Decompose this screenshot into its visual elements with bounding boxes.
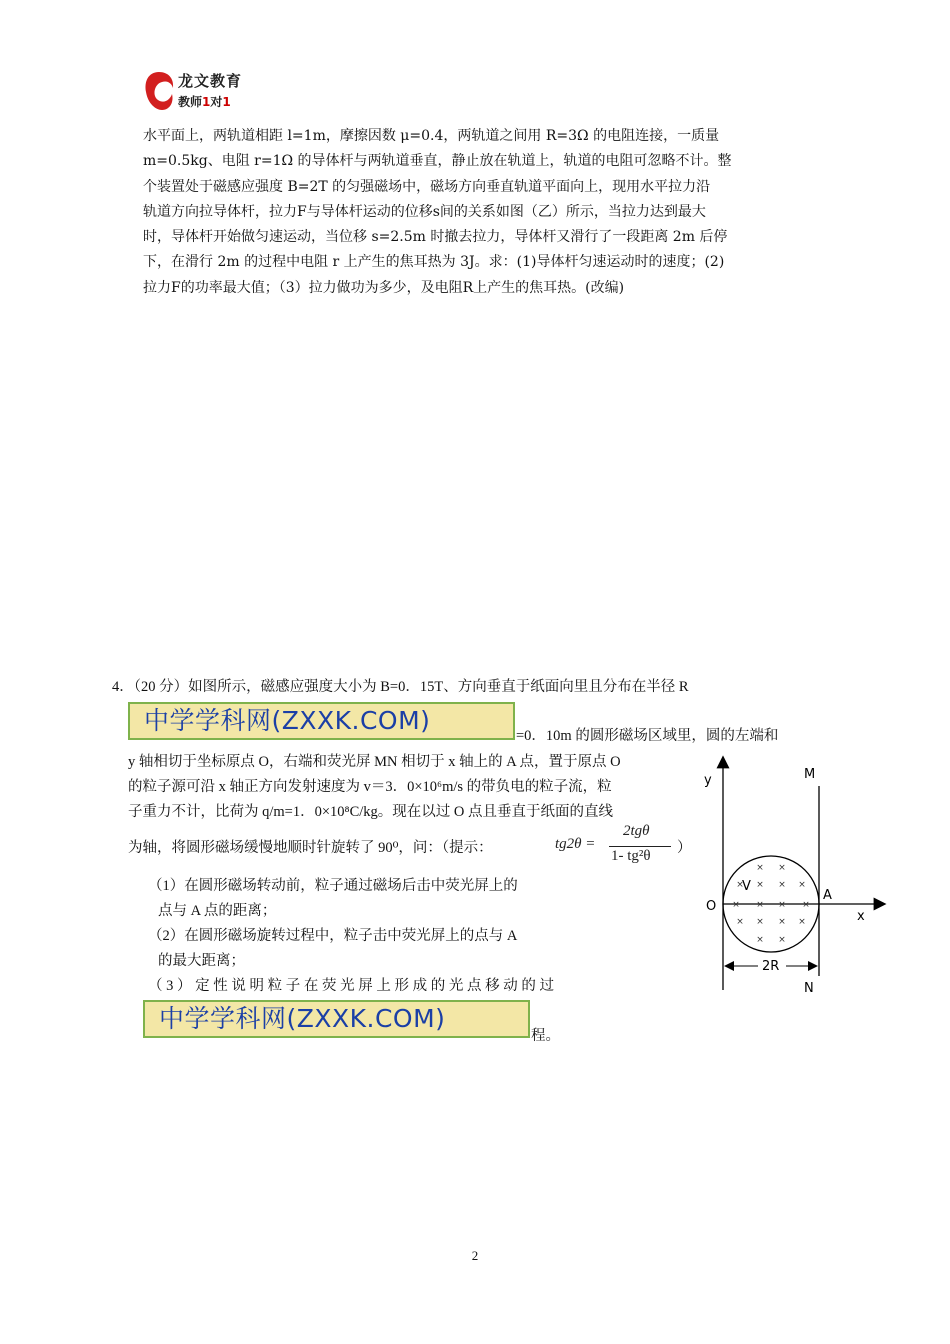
svg-text:×: × xyxy=(778,880,786,890)
svg-text:×: × xyxy=(756,863,764,873)
velocity-label: V xyxy=(742,879,751,894)
sub-question-2: （2）在圆形磁场旋转过程中，粒子击中荧光屏上的点与 A xyxy=(148,928,518,944)
svg-text:×: × xyxy=(756,917,764,927)
problem-4-line: y 轴相切于坐标原点 O，右端和荧光屏 MN 相切于 x 轴上的 A 点，置于原点 O xyxy=(128,754,621,770)
watermark-banner: 中学学科网(ZXXK.COM) xyxy=(143,1000,530,1038)
text-line: 下，在滑行 2m 的过程中电阻 r 上产生的焦耳热为 3J。求：(1)导体杆匀速运动时的速度；(2) xyxy=(143,254,725,271)
n-label: N xyxy=(804,981,814,996)
magnetic-field-diagram xyxy=(702,752,892,997)
watermark-banner: 中学学科网(ZXXK.COM) xyxy=(128,702,515,740)
formula-close-paren: ） xyxy=(677,840,692,856)
fraction-bar xyxy=(609,846,671,847)
problem-4-line: 为轴，将圆形磁场缓慢地顺时针旋转了 90⁰，问：（提示： xyxy=(128,840,493,856)
origin-label: O xyxy=(706,899,717,914)
x-label: x xyxy=(857,909,865,924)
text-line: 拉力F的功率最大值；（3）拉力做功为多少，及电阻R上产生的焦耳热。(改编) xyxy=(143,279,625,296)
problem-4-line: =0．10m 的圆形磁场区域里，圆的左端和 xyxy=(516,728,779,744)
svg-text:×: × xyxy=(756,880,764,890)
svg-text:×: × xyxy=(756,900,764,910)
svg-text:×: × xyxy=(736,917,744,927)
m-label: M xyxy=(804,767,816,782)
problem-4-line: 的粒子源可沿 x 轴正方向发射速度为 v＝3．0×10⁶m/s 的带负电的粒子流，粒 xyxy=(128,779,612,795)
y-label: y xyxy=(704,773,712,788)
svg-text:×: × xyxy=(798,917,806,927)
sub-question-3: （ 3 ） 定 性 说 明 粒 子 在 荧 光 屏 上 形 成 的 光 点 移 动 的 过 xyxy=(148,978,554,994)
sub-question-1: （1）在圆形磁场转动前，粒子通过磁场后击中荧光屏上的 xyxy=(148,878,518,894)
text-line: 水平面上，两轨道相距 l=1m，摩擦因数 μ=0.4，两轨道之间用 R=3Ω 的电阻连接，一质量 xyxy=(143,128,720,144)
page-number: 2 xyxy=(471,1248,479,1263)
svg-text:×: × xyxy=(732,900,740,910)
formula-numerator: 2tgθ xyxy=(623,823,650,839)
brand-logo xyxy=(142,70,262,116)
width-label: 2R xyxy=(762,959,780,974)
svg-text:×: × xyxy=(802,900,810,910)
sub-question-3-cont: 程。 xyxy=(531,1028,560,1044)
problem-4-line: 4．（20 分）如图所示，磁感应强度大小为 B=0．15T、方向垂直于纸面向里且分布在半径 R xyxy=(112,679,689,695)
logo-mark-icon xyxy=(142,70,176,112)
problem-3-text xyxy=(143,124,813,301)
svg-text:×: × xyxy=(756,935,764,945)
text-line: m=0.5kg、电阻 r=1Ω 的导体杆与两轨道垂直，静止放在轨道上，轨道的电阻可忽略不计。整 xyxy=(143,153,732,170)
hint-formula xyxy=(555,823,687,871)
sub-question-1-cont: 点与 A 点的距离； xyxy=(158,903,277,919)
svg-text:×: × xyxy=(778,917,786,927)
svg-text:×: × xyxy=(778,863,786,873)
text-line: 时，导体杆开始做匀速运动，当位移 s=2.5m 时撤去拉力，导体杆又滑行了一段距离 2m 后停 xyxy=(143,229,728,246)
svg-text:×: × xyxy=(798,880,806,890)
problem-4-line: 子重力不计，比荷为 q/m=1．0×10⁸C/kg。现在以过 O 点且垂直于纸面的直线 xyxy=(128,804,614,820)
point-a-label: A xyxy=(823,888,832,903)
brand-slogan: 教师1对1 xyxy=(178,95,231,109)
text-line: 轨道方向拉导体杆，拉力F与导体杆运动的位移s间的关系如图（乙）所示，当拉力达到最大 xyxy=(143,203,706,220)
sub-question-2-cont: 的最大距离； xyxy=(158,953,245,969)
svg-text:×: × xyxy=(778,900,786,910)
svg-text:×: × xyxy=(736,880,744,890)
svg-text:×: × xyxy=(778,935,786,945)
formula-lhs: tg2θ = xyxy=(555,836,596,852)
brand-name: 龙文教育 xyxy=(178,72,243,90)
formula-denominator: 1- tg²θ xyxy=(611,848,651,864)
text-line: 个装置处于磁感应强度 B=2T 的匀强磁场中，磁场方向垂直轨道平面向上，现用水平拉力沿 xyxy=(143,178,711,195)
